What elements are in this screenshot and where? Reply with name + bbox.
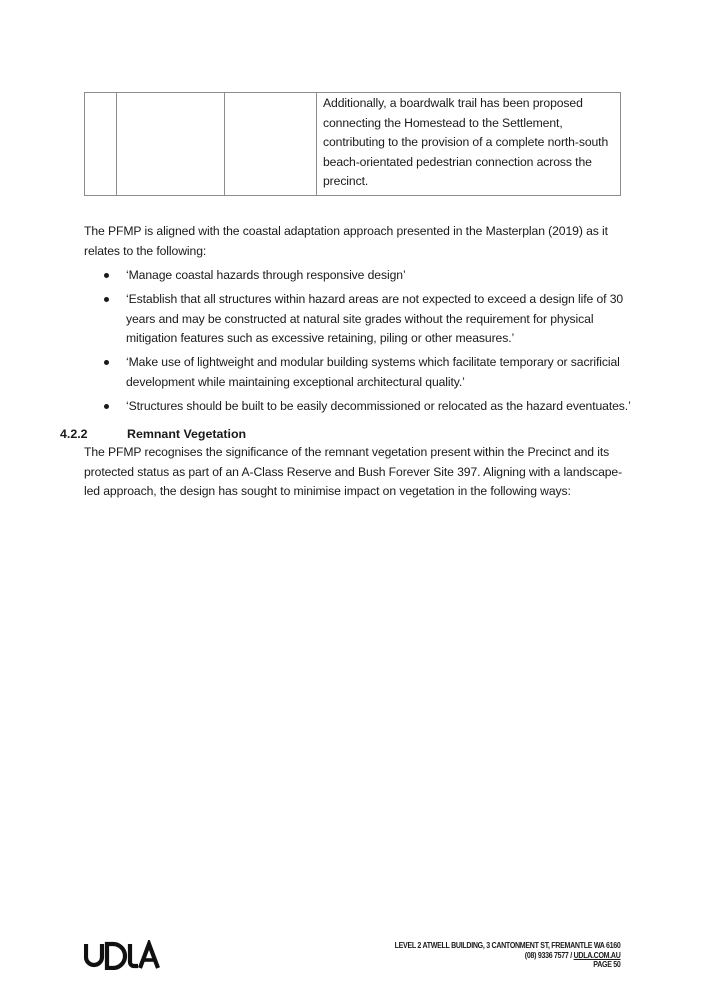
intro-paragraph: The PFMP is aligned with the coastal adaptation approach presented in the Masterplan (2019) as it relates to the following: [84,224,608,258]
bullet-icon [104,297,109,302]
bullet-text: ‘Manage coastal hazards through responsive design’ [126,268,406,282]
bullet-icon [104,273,109,278]
table-cell-line: connecting the Homestead to the Settlement, [323,115,563,130]
table-cell [117,93,225,195]
bullet-item [0,353,640,392]
table-cell-line: precinct. [323,174,369,188]
footer-separator: / [569,949,575,960]
footer-page-number: PAGE 50 [593,959,621,970]
section-title: Remnant Vegetation [127,427,247,441]
bullet-list [0,266,640,421]
bullet-text: ‘Make use of lightweight and modular building systems which facilitate temporary or sacrificial development while maintaining exceptional architectural quality.’ [126,355,620,389]
bullet-item [0,290,640,349]
table-cell [85,93,117,195]
section-number: 4.2.2 [60,427,88,441]
bullet-icon [104,404,109,409]
footer-phone: (08) 9336 7577 [525,949,570,960]
table-cell-description [317,93,620,195]
table-cell-line: Additionally, a boardwalk trail has been proposed [323,96,583,110]
table-cell-line: contributing to the provision of a complete north-south [323,135,609,149]
udla-logo [84,940,160,970]
udla-logo-icon [84,940,160,970]
table-cell-line: beach-orientated pedestrian connection across the [323,154,592,169]
bullet-item [0,397,640,417]
footer-contact [395,941,621,970]
footer-address: LEVEL 2 ATWELL BUILDING, 3 CANTONMENT ST, FREMANTLE WA 6160 [395,940,621,950]
table-cell [225,93,317,195]
bullet-icon [104,360,109,365]
table [84,92,621,196]
footer-phone-web [395,951,621,961]
bullet-item [0,266,640,286]
bullet-text: ‘Structures should be built to be easily decommissioned or relocated as the hazard eventuates.’ [126,398,631,413]
footer-website-link[interactable]: UDLA.COM.AU [574,949,621,960]
section-paragraph: The PFMP recognises the significance of the remnant vegetation present within the Precinct and its protected status as part of an A-Class Reserve and Bush Forever Site 397. Aligning with a landscape-led approach, the design has sought to minimise impact on vegetation in the following ways: [84,445,623,498]
bullet-text: ‘Establish that all structures within hazard areas are not expected to exceed a design life of 30 years and may be constructed at natural site grades without the requirement for physical mitigation features such as excessive retaining, piling or other measures.’ [126,292,624,345]
